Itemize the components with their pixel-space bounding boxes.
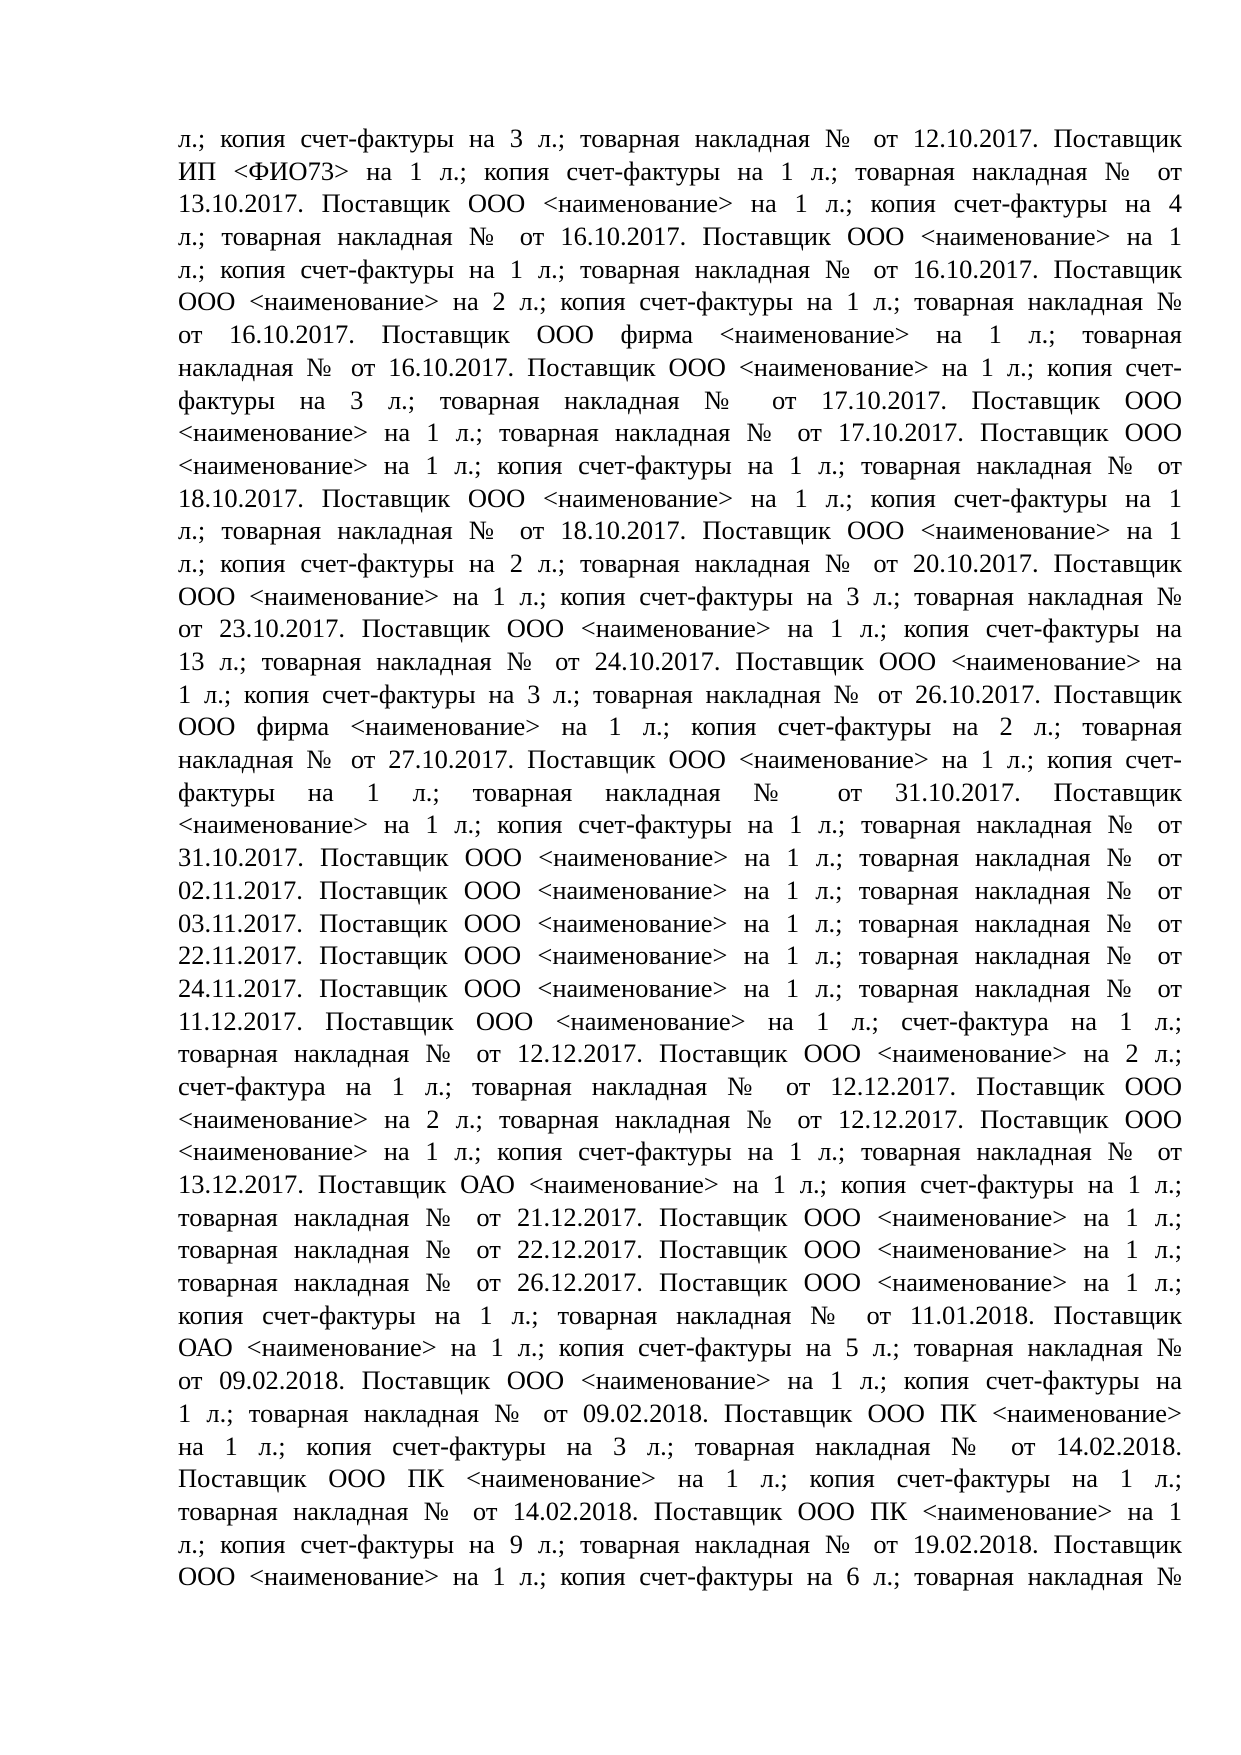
text-line: 22.11.2017. Поставщик ООО <наименование> на 1 л.; товарная накладная № от <box>178 940 1182 971</box>
text-line: Поставщик ООО ПК <наименование> на 1 л.; копия счет-фактуры на 1 л.; <box>178 1463 1182 1494</box>
text-line: 1 л.; товарная накладная № от 09.02.2018. Поставщик ООО ПК <наименование> <box>178 1397 1182 1428</box>
text-line: 02.11.2017. Поставщик ООО <наименование> на 1 л.; товарная накладная № от <box>178 874 1182 905</box>
text-line: 31.10.2017. Поставщик ООО <наименование> на 1 л.; товарная накладная № от <box>178 842 1182 873</box>
text-line: <наименование> на 1 л.; товарная накладная № от 17.10.2017. Поставщик ООО <box>178 417 1182 448</box>
text-line: л.; копия счет-фактуры на 2 л.; товарная накладная № от 20.10.2017. Поставщик <box>178 547 1182 578</box>
text-line: л.; копия счет-фактуры на 3 л.; товарная накладная № от 12.10.2017. Поставщик <box>178 123 1182 153</box>
text-line: 13.10.2017. Поставщик ООО <наименование> на 1 л.; копия счет-фактуры на 4 <box>178 188 1182 219</box>
text-line: от 16.10.2017. Поставщик ООО фирма <наименование> на 1 л.; товарная <box>178 319 1182 350</box>
text-line: от 23.10.2017. Поставщик ООО <наименование> на 1 л.; копия счет-фактуры на <box>178 613 1182 644</box>
text-line: 13 л.; товарная накладная № от 24.10.2017. Поставщик ООО <наименование> на <box>178 646 1182 676</box>
text-line: <наименование> на 1 л.; копия счет-фактуры на 1 л.; товарная накладная № от <box>178 1136 1182 1167</box>
text-line: 18.10.2017. Поставщик ООО <наименование> на 1 л.; копия счет-фактуры на 1 <box>178 482 1182 513</box>
text-line: товарная накладная № от 21.12.2017. Поставщик ООО <наименование> на 1 л.; <box>178 1201 1182 1232</box>
body-text <box>178 122 1182 1593</box>
text-line: 03.11.2017. Поставщик ООО <наименование> на 1 л.; товарная накладная № от <box>178 907 1182 938</box>
text-line: 1 л.; копия счет-фактуры на 3 л.; товарная накладная № от 26.10.2017. Поставщик <box>178 678 1182 709</box>
text-line: ООО <наименование> на 1 л.; копия счет-фактуры на 6 л.; товарная накладная № <box>178 1561 1182 1592</box>
text-line: л.; копия счет-фактуры на 9 л.; товарная накладная № от 19.02.2018. Поставщик <box>178 1528 1182 1559</box>
text-line: <наименование> на 1 л.; копия счет-фактуры на 1 л.; товарная накладная № от <box>178 809 1182 840</box>
text-line: ООО <наименование> на 1 л.; копия счет-фактуры на 3 л.; товарная накладная № <box>178 580 1182 611</box>
text-line: от 09.02.2018. Поставщик ООО <наименование> на 1 л.; копия счет-фактуры на <box>178 1365 1182 1396</box>
text-line: л.; товарная накладная № от 18.10.2017. Поставщик ООО <наименование> на 1 <box>178 515 1182 546</box>
text-line: 13.12.2017. Поставщик ОАО <наименование> на 1 л.; копия счет-фактуры на 1 л.; <box>178 1169 1182 1199</box>
text-line: товарная накладная № от 12.12.2017. Поставщик ООО <наименование> на 2 л.; <box>178 1038 1182 1069</box>
text-line: товарная накладная № от 26.12.2017. Поставщик ООО <наименование> на 1 л.; <box>178 1267 1182 1298</box>
text-line: ООО фирма <наименование> на 1 л.; копия счет-фактуры на 2 л.; товарная <box>178 711 1182 742</box>
text-line: <наименование> на 1 л.; копия счет-фактуры на 1 л.; товарная накладная № от <box>178 449 1182 480</box>
text-line: фактуры на 3 л.; товарная накладная № от 17.10.2017. Поставщик ООО <box>178 384 1182 415</box>
text-line: фактуры на 1 л.; товарная накладная № от 31.10.2017. Поставщик <box>178 776 1182 807</box>
text-line: ООО <наименование> на 2 л.; копия счет-фактуры на 1 л.; товарная накладная № <box>178 286 1182 317</box>
text-line: товарная накладная № от 22.12.2017. Поставщик ООО <наименование> на 1 л.; <box>178 1234 1182 1265</box>
text-line: 24.11.2017. Поставщик ООО <наименование> на 1 л.; товарная накладная № от <box>178 972 1182 1003</box>
text-line: товарная накладная № от 14.02.2018. Поставщик ООО ПК <наименование> на 1 <box>178 1495 1182 1526</box>
text-line: накладная № от 16.10.2017. Поставщик ООО <наименование> на 1 л.; копия счет- <box>178 351 1182 382</box>
text-line: л.; товарная накладная № от 16.10.2017. Поставщик ООО <наименование> на 1 <box>178 221 1182 252</box>
text-line: счет-фактура на 1 л.; товарная накладная № от 12.12.2017. Поставщик ООО <box>178 1070 1182 1101</box>
text-line: на 1 л.; копия счет-фактуры на 3 л.; товарная накладная № от 14.02.2018. <box>178 1430 1182 1461</box>
text-line: копия счет-фактуры на 1 л.; товарная накладная № от 11.01.2018. Поставщик <box>178 1299 1182 1330</box>
text-line: накладная № от 27.10.2017. Поставщик ООО <наименование> на 1 л.; копия счет- <box>178 744 1182 775</box>
text-line: л.; копия счет-фактуры на 1 л.; товарная накладная № от 16.10.2017. Поставщик <box>178 253 1182 284</box>
text-line: ОАО <наименование> на 1 л.; копия счет-фактуры на 5 л.; товарная накладная № <box>178 1332 1182 1363</box>
text-line: <наименование> на 2 л.; товарная накладная № от 12.12.2017. Поставщик ООО <box>178 1103 1182 1134</box>
text-line: 11.12.2017. Поставщик ООО <наименование> на 1 л.; счет-фактура на 1 л.; <box>178 1005 1182 1036</box>
text-line: ИП <ФИО73> на 1 л.; копия счет-фактуры на 1 л.; товарная накладная № от <box>178 155 1182 186</box>
